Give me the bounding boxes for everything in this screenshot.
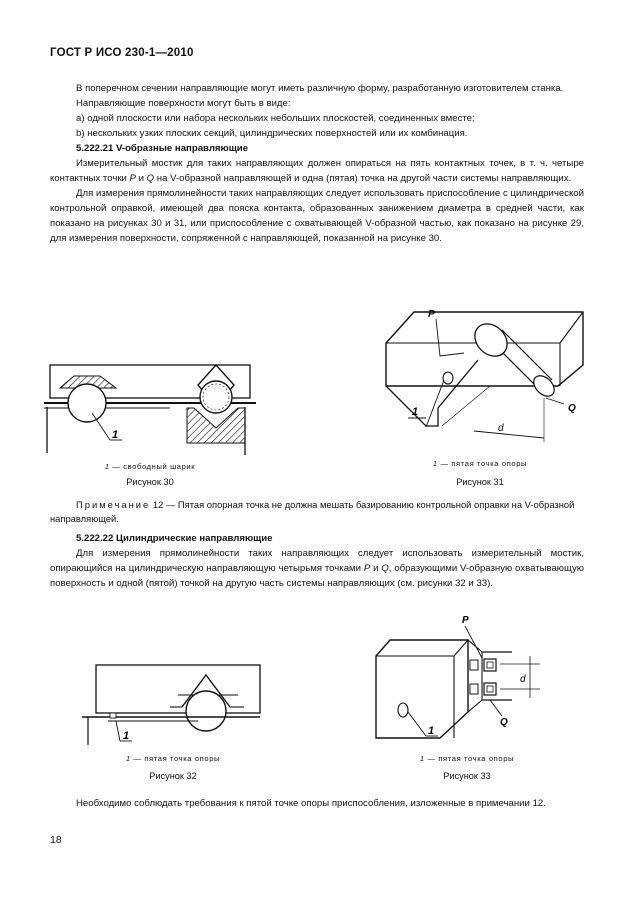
figure-31-label-1: 1 bbox=[412, 406, 419, 418]
intro-block bbox=[50, 81, 584, 246]
figure-31-drawing bbox=[378, 300, 588, 452]
figure-33-legend: 1 — пятая точка опоры bbox=[419, 754, 515, 763]
cylindrical-guides-paragraph: Для измерения прямолинейности таких направляющих следует использовать измерительный мостик, опирающийся на цилиндрическую направляющую четырьмя точками P и Q, образующими V-образную охватывающую поверхность и одной (пятой) точкой на другую часть системы направляющих (см. рисунки 32 и 33). bbox=[50, 548, 584, 589]
closing-paragraph: Необходимо соблюдать требования к пятой точке опоры приспособления, изложенные в примечании 12. bbox=[76, 798, 546, 809]
figure-33-label-d: d bbox=[520, 674, 526, 685]
figure-30-legend: 1 — свободный шарик bbox=[104, 462, 196, 471]
section-heading-v-guides: 5.222.21 V-образные направляющие bbox=[76, 143, 249, 154]
figure-32-drawing bbox=[78, 655, 278, 747]
intro-forms-lead: Направляющие поверхности могут быть в виде: bbox=[76, 98, 291, 109]
intro-paragraph: В поперечном сечении направляющие могут иметь различную форму, разработанную изготовителем станка. bbox=[76, 83, 564, 94]
figure-33-label-p: P bbox=[462, 615, 469, 626]
closing-block bbox=[50, 796, 584, 811]
figure-33-label-1: 1 bbox=[428, 725, 435, 737]
figure-31-legend: 1 — пятая точка опоры bbox=[432, 459, 528, 468]
cylindrical-guides-block bbox=[50, 531, 584, 591]
figure-30-drawing bbox=[40, 345, 260, 457]
v-guides-paragraph-1: Измерительный мостик для таких направляющих должен опираться на пять контактных точек, в т. ч. четыре контактных точки P и Q на V-образной направляющей и одна (пятая) точка на другой части системы направляющих. bbox=[50, 158, 584, 184]
figure-33-caption: Рисунок 33 bbox=[443, 771, 491, 781]
figure-33-label-q: Q bbox=[500, 717, 508, 728]
figure-31-label-d: d bbox=[498, 423, 504, 434]
figure-30-caption: Рисунок 30 bbox=[126, 477, 174, 487]
document-header: ГОСТ Р ИСО 230-1—2010 bbox=[50, 47, 194, 59]
figure-31-label-q: Q bbox=[568, 403, 576, 414]
intro-item-a: a) одной плоскости или набора нескольких небольших плоскостей, соединенных вместе; bbox=[76, 113, 475, 124]
v-guides-paragraph-2: Для измерения прямолинейности таких направляющих следует использовать приспособление с цилиндрической контрольной оправкой, имеющей два пояска контакта, образованных занижением диаметра в средней части, как показано на рисунках 30 и 31, или приспособление с охватывающей V-образной частью, как показано на рисунке 29, для измерения поверхности, сопряженной с направляющей, показанной на рисунке 30. bbox=[50, 188, 584, 244]
note-12: Примечание 12 — Пятая опорная точка не должна мешать базированию контрольной оправки на V-образной направляющей. bbox=[50, 499, 575, 524]
intro-item-b: b) нескольких узких плоских секций, цилиндрических поверхностей или их комбинация. bbox=[76, 128, 468, 139]
figure-30-label-1: 1 bbox=[112, 429, 119, 441]
figure-32-legend: 1 — пятая точка опоры bbox=[125, 754, 221, 763]
figure-31-caption: Рисунок 31 bbox=[456, 477, 504, 487]
figure-31-label-p: P bbox=[428, 309, 435, 320]
figure-32-caption: Рисунок 32 bbox=[149, 771, 197, 781]
page-number: 18 bbox=[50, 834, 62, 846]
section-heading-cylindrical-guides: 5.222.22 Цилиндрические направляющие bbox=[76, 533, 273, 544]
figure-32-label-1: 1 bbox=[123, 730, 130, 742]
figure-33-drawing bbox=[370, 612, 560, 748]
